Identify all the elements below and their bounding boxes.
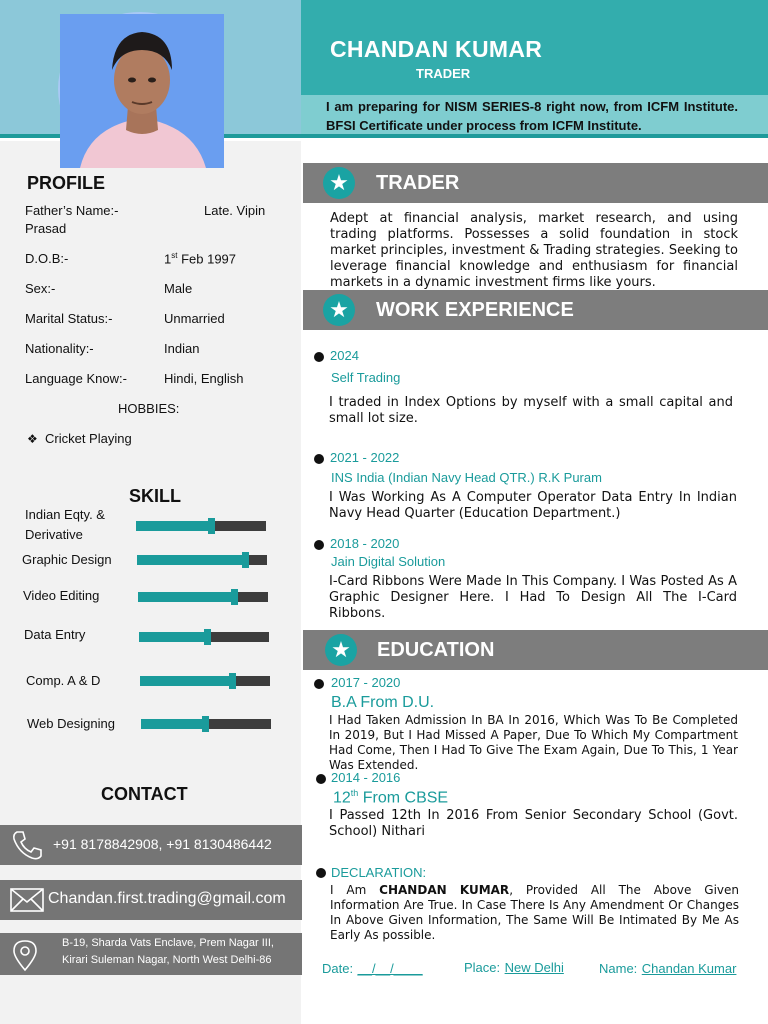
- education-title: EDUCATION: [377, 639, 495, 661]
- work-year: 2018 - 2020: [330, 536, 400, 551]
- footer-name: Name: Chandan Kumar: [599, 961, 737, 976]
- skill-bar-knob: [231, 589, 238, 605]
- candidate-role: TRADER: [416, 66, 471, 81]
- dob-label: D.O.B:-: [25, 251, 69, 266]
- work-org: INS India (Indian Navy Head QTR.) R.K Puram: [331, 470, 602, 485]
- star-icon: ★: [323, 294, 355, 326]
- education-degree: 12th From CBSE: [333, 788, 449, 807]
- sex-value: Male: [164, 281, 193, 296]
- skill-title: SKILL: [129, 486, 181, 506]
- skill-bar-knob: [202, 716, 209, 732]
- trader-title: TRADER: [376, 172, 460, 194]
- education-description: I Passed 12th In 2016 From Senior Secondary School (Govt. School) Nithari: [329, 808, 738, 839]
- skill-label: Comp. A & D: [26, 673, 101, 688]
- skill-bar-knob: [204, 629, 211, 645]
- skill-bar-knob: [208, 518, 215, 534]
- skill-label: Data Entry: [24, 627, 86, 642]
- footer-date: Date: __/__/____: [322, 961, 423, 976]
- phone-icon: [10, 829, 44, 861]
- fathers-name-label: Father’s Name:-: [25, 203, 119, 218]
- education-description: I Had Taken Admission In BA In 2016, Which Was To Be Completed In 2019, But I Had Missed A Paper, Due To Which My Compartment Had Come, Then I Had To Give The Exam Again, Due To This, 1 Year Was Extended.: [329, 713, 738, 772]
- timeline-dot: [314, 454, 324, 464]
- fathers-name-value-cont: Prasad: [25, 221, 67, 236]
- education-year: 2017 - 2020: [331, 675, 401, 690]
- language-label: Language Know:-: [25, 371, 127, 386]
- skill-bar-fill: [140, 676, 232, 686]
- work-description: I traded in Index Options by myself with a small capital and small lot size.: [329, 395, 733, 426]
- star-icon: ★: [325, 634, 357, 666]
- timeline-dot: [316, 868, 326, 878]
- skill-bar-knob: [242, 552, 249, 568]
- work-title: WORK EXPERIENCE: [376, 299, 574, 321]
- sex-label: Sex:-: [25, 281, 56, 296]
- marital-label: Marital Status:-: [25, 311, 113, 326]
- education-section-header: [303, 630, 768, 670]
- contact-address-line2: Kirari Suleman Nagar, North West Delhi-86: [62, 954, 272, 966]
- footer-place: Place: New Delhi: [464, 960, 564, 975]
- nationality-label: Nationality:-: [25, 341, 94, 356]
- trader-description: Adept at financial analysis, market research, and using trading platforms. Possesses a solid foundation in stock market principles, investment & Trading strategies. Seeking to leverage financial knowledge and enthusiasm for financial markets in a dynamic investment firms like yours.: [330, 211, 738, 290]
- contact-title: CONTACT: [101, 784, 188, 804]
- work-description: I-Card Ribbons Were Made In This Company. I Was Posted As A Graphic Designer Here. I Had To Design All The I-Card Ribbons.: [329, 574, 737, 621]
- skill-bar-fill: [136, 521, 211, 531]
- hobbies-label: HOBBIES:: [118, 401, 180, 416]
- skill-bar-knob: [229, 673, 236, 689]
- declaration-text: I Am CHANDAN KUMAR, Provided All The Above Given Information Are True. In Case There Is Any Amendment Or Changes In Above Given Information, The Same Will Be Intimated By Me As Early As possible.: [330, 883, 739, 942]
- location-pin-icon: [12, 939, 38, 971]
- skill-label: Graphic Design: [22, 552, 112, 567]
- profile-title: PROFILE: [27, 173, 106, 193]
- contact-email-bar: [0, 880, 302, 920]
- marital-value: Unmarried: [164, 311, 225, 326]
- timeline-dot: [314, 679, 324, 689]
- contact-phone[interactable]: +91 8178842908, +91 8130486442: [53, 836, 272, 852]
- skill-bar-fill: [139, 632, 207, 642]
- timeline-dot: [314, 540, 324, 550]
- envelope-icon: [10, 888, 44, 912]
- header-summary: I am preparing for NISM SERIES-8 right now, from ICFM Institute. BFSI Certificate under process from ICFM Institute.: [326, 99, 738, 133]
- skill-label: Indian Eqty. & Derivative: [25, 507, 105, 542]
- skill-bar-fill: [141, 719, 205, 729]
- star-icon: ★: [323, 167, 355, 199]
- candidate-name: CHANDAN KUMAR: [330, 36, 543, 62]
- skill-label: Web Designing: [27, 716, 115, 731]
- work-org: Self Trading: [331, 370, 401, 385]
- education-year: 2014 - 2016: [331, 770, 401, 785]
- work-year: 2024: [330, 348, 359, 363]
- work-org: Jain Digital Solution: [331, 554, 446, 569]
- declaration-label: DECLARATION:: [331, 865, 427, 880]
- nationality-value: Indian: [164, 341, 200, 356]
- work-section-header: [303, 290, 768, 330]
- diamond-bullet-icon: ❖: [27, 432, 38, 446]
- skill-label: Video Editing: [23, 588, 100, 603]
- work-year: 2021 - 2022: [330, 450, 400, 465]
- education-degree: B.A From D.U.: [331, 694, 435, 711]
- work-description: I Was Working As A Computer Operator Data Entry In Indian Navy Head Quarter (Education Department.): [329, 490, 737, 521]
- hobby-item: ❖ Cricket Playing: [27, 431, 132, 446]
- skill-bar-fill: [137, 555, 245, 565]
- contact-address-bar: [0, 933, 302, 975]
- contact-email[interactable]: Chandan.first.trading@gmail.com: [48, 890, 286, 907]
- timeline-dot: [314, 352, 324, 362]
- profile-photo: [58, 12, 222, 166]
- language-value: Hindi, English: [164, 371, 244, 386]
- timeline-dot: [316, 774, 326, 784]
- fathers-name-value: Late. Vipin: [204, 203, 266, 218]
- contact-address-line1: B-19, Sharda Vats Enclave, Prem Nagar III,: [62, 937, 274, 949]
- dob-value: 1st Feb 1997: [164, 251, 237, 267]
- skill-bar-fill: [138, 592, 234, 602]
- trader-section-header: [303, 163, 768, 203]
- contact-phone-bar: [0, 825, 302, 865]
